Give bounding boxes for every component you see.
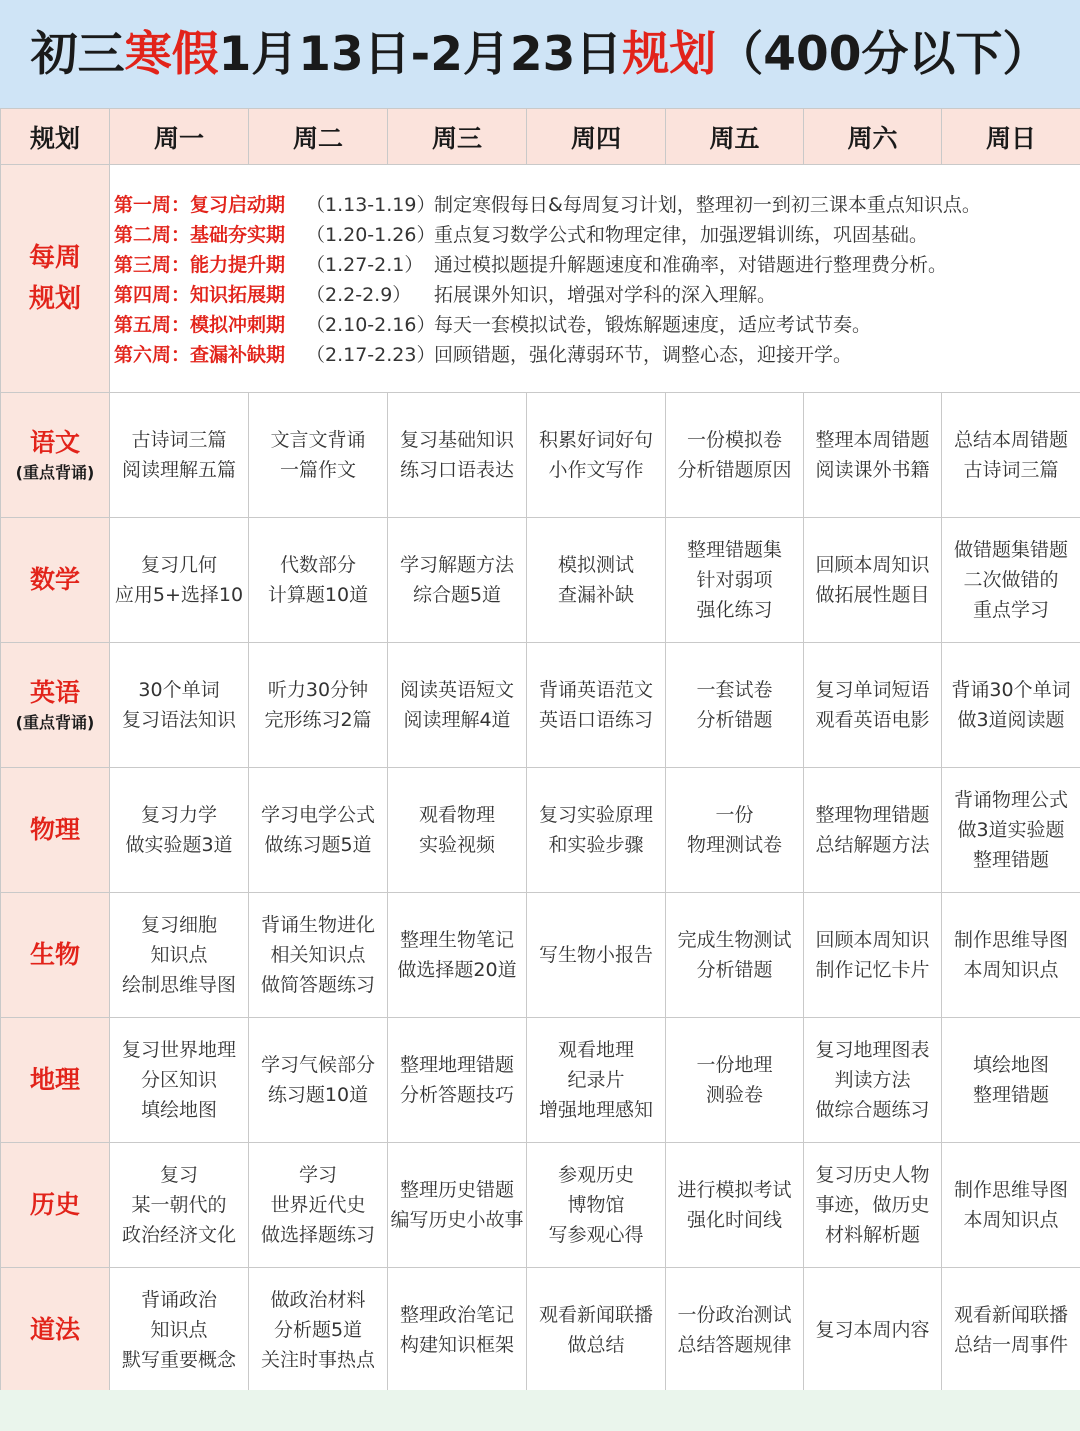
schedule-cell <box>666 1018 804 1143</box>
cell-line: 填绘地图 <box>140 1099 217 1121</box>
cell-line: 模拟测试 <box>557 554 634 576</box>
schedule-cell <box>527 893 666 1018</box>
cell-line: 观看物理 <box>418 804 495 826</box>
week-plan-item <box>114 189 1080 219</box>
subject-row <box>1 518 1080 643</box>
cell-line: 参观历史 <box>557 1164 634 1186</box>
schedule-cell <box>527 643 666 768</box>
schedule-cell <box>804 768 942 893</box>
cell-line: 观看新闻联播 <box>953 1303 1068 1326</box>
cell-line: 整理物理错题 <box>815 804 930 826</box>
subject-label <box>1 1018 110 1143</box>
cell-line: 分析题5道 <box>273 1318 363 1341</box>
week-dates: （2.17-2.23） <box>306 344 436 366</box>
cell-line: 总结本周错题 <box>953 429 1068 451</box>
schedule-cell <box>388 518 527 643</box>
cell-line: 古诗词三篇 <box>963 459 1059 481</box>
week-name: 第六周：查漏补缺期 <box>114 344 286 366</box>
week-dates: （1.13-1.19） <box>306 194 436 216</box>
cell-line: 判读方法 <box>834 1069 911 1091</box>
cell-line: 知识点 <box>150 944 208 966</box>
cell-line: 整理本周错题 <box>815 429 930 451</box>
cell-line: 重点学习 <box>972 599 1049 621</box>
header-fri: 周五 <box>666 109 804 165</box>
weekly-plan-content <box>110 165 1080 393</box>
cell-line: 制作记忆卡片 <box>815 959 930 981</box>
schedule-cell <box>804 1143 942 1268</box>
subject-row <box>1 643 1080 768</box>
subject-label <box>1 393 110 518</box>
subject-name: 语文 <box>29 428 80 458</box>
cell-line: 材料解析题 <box>824 1224 920 1246</box>
cell-line: 一套试卷 <box>696 679 773 701</box>
cell-line: 编写历史小故事 <box>390 1209 524 1231</box>
cell-line: 做3道实验题 <box>957 819 1065 841</box>
schedule-cell <box>942 1143 1080 1268</box>
week-dates: （2.2-2.9） <box>306 284 412 306</box>
header-sun: 周日 <box>942 109 1080 165</box>
subject-name: 英语 <box>29 678 80 708</box>
cell-line: 总结解题方法 <box>815 834 930 856</box>
week-desc: 重点复习数学公式和物理定律，加强逻辑训练，巩固基础。 <box>434 224 929 246</box>
cell-line: 相关知识点 <box>270 944 366 966</box>
subject-label <box>1 893 110 1018</box>
header-thu: 周四 <box>527 109 666 165</box>
cell-line: 世界近代史 <box>270 1194 366 1216</box>
schedule-cell <box>249 1018 388 1143</box>
cell-line: 听力30分钟 <box>267 679 369 701</box>
cell-line: 纪录片 <box>567 1069 625 1091</box>
schedule-cell <box>249 1143 388 1268</box>
cell-line: 整理错题 <box>972 1084 1049 1106</box>
weekly-label-line1: 每周 <box>28 243 81 274</box>
cell-line: 复习单词短语 <box>815 679 930 701</box>
schedule-cell <box>666 1268 804 1392</box>
schedule-cell <box>388 1268 527 1392</box>
cell-line: 练习口语表达 <box>399 459 514 481</box>
subject-label <box>1 518 110 643</box>
cell-line: 进行模拟考试 <box>677 1179 792 1201</box>
schedule-cell <box>666 768 804 893</box>
cell-line: 复习语法知识 <box>121 709 236 731</box>
schedule-cell <box>388 893 527 1018</box>
cell-line: 背诵英语范文 <box>538 679 653 701</box>
cell-line: 政治经济文化 <box>121 1224 236 1246</box>
schedule-cell <box>804 518 942 643</box>
schedule-cell <box>249 893 388 1018</box>
subject-row <box>1 1143 1080 1268</box>
cell-line: 做实验题3道 <box>125 834 233 856</box>
schedule-cell <box>110 893 249 1018</box>
cell-line: 完形练习2篇 <box>264 709 372 731</box>
subject-row <box>1 768 1080 893</box>
cell-line: 针对弱项 <box>696 569 773 591</box>
subject-name: 数学 <box>29 565 80 595</box>
cell-line: 测验卷 <box>705 1084 763 1106</box>
cell-line: 总结答题规律 <box>677 1333 792 1356</box>
title-bar <box>0 0 1080 108</box>
week-desc: 每天一套模拟试卷，锻炼解题速度，适应考试节奏。 <box>434 314 872 336</box>
cell-line: 学习电学公式 <box>260 804 375 826</box>
cell-line: 知识点 <box>150 1318 208 1341</box>
schedule-cell <box>666 643 804 768</box>
subject-rows <box>1 393 1080 1392</box>
cell-line: 观看英语电影 <box>815 709 930 731</box>
cell-line: 代数部分 <box>279 554 356 576</box>
cell-line: 阅读理解五篇 <box>121 459 236 481</box>
header-row <box>1 109 1080 165</box>
cell-line: 做简答题练习 <box>260 974 375 996</box>
cell-line: 做拓展性题目 <box>815 584 930 606</box>
schedule-cell <box>388 1018 527 1143</box>
week-desc: 拓展课外知识，增强对学科的深入理解。 <box>434 284 777 306</box>
cell-line: 背诵生物进化 <box>260 914 375 936</box>
cell-line: 英语口语练习 <box>538 709 653 731</box>
cell-line: 学习 <box>298 1164 337 1186</box>
cell-line: 复习地理图表 <box>815 1039 930 1061</box>
cell-line: 复习实验原理 <box>538 804 653 826</box>
week-name: 第三周：能力提升期 <box>114 254 286 276</box>
header-wed: 周三 <box>388 109 527 165</box>
cell-line: 练习题10道 <box>267 1084 369 1106</box>
cell-line: 做选择题练习 <box>260 1224 375 1246</box>
weekly-plan-label <box>1 165 110 393</box>
cell-line: 强化时间线 <box>686 1209 782 1231</box>
cell-line: 复习世界地理 <box>121 1039 236 1061</box>
week-plan-item <box>114 279 1080 309</box>
schedule-cell <box>110 643 249 768</box>
cell-line: 分析答题技巧 <box>399 1084 514 1106</box>
cell-line: 做练习题5道 <box>264 834 372 856</box>
schedule-cell <box>804 1268 942 1392</box>
schedule-cell <box>249 518 388 643</box>
cell-line: 学习气候部分 <box>260 1054 375 1076</box>
cell-line: 整理历史错题 <box>399 1179 514 1201</box>
schedule-cell <box>804 1018 942 1143</box>
weekly-plan-row <box>1 165 1080 393</box>
cell-line: 复习力学 <box>140 804 217 826</box>
subject-label <box>1 1143 110 1268</box>
schedule-cell <box>666 1143 804 1268</box>
schedule-cell <box>110 1143 249 1268</box>
schedule-cell <box>942 768 1080 893</box>
cell-line: 阅读课外书籍 <box>815 459 930 481</box>
schedule-cell <box>804 393 942 518</box>
schedule-cell <box>804 643 942 768</box>
week-desc: 制定寒假每日&每周复习计划，整理初一到初三课本重点知识点。 <box>434 194 981 216</box>
cell-line: 背诵30个单词 <box>951 679 1071 701</box>
cell-line: 写生物小报告 <box>538 944 653 966</box>
cell-line: 增强地理感知 <box>538 1099 653 1121</box>
cell-line: 观看新闻联播 <box>538 1303 653 1326</box>
schedule-cell <box>942 393 1080 518</box>
week-name: 第四周：知识拓展期 <box>114 284 286 306</box>
schedule-cell <box>249 643 388 768</box>
cell-line: 应用5+选择10 <box>114 584 244 606</box>
week-name: 第二周：基础夯实期 <box>114 224 286 246</box>
cell-line: 填绘地图 <box>972 1054 1049 1076</box>
cell-line: 写参观心得 <box>548 1224 644 1246</box>
cell-line: 小作文写作 <box>548 459 644 481</box>
week-dates: （1.20-1.26） <box>306 224 436 246</box>
title-part3: 1月13日-2月23日 <box>218 26 623 82</box>
subject-name: 历史 <box>29 1190 80 1220</box>
cell-line: 博物馆 <box>567 1194 625 1216</box>
schedule-cell <box>110 1268 249 1392</box>
cell-line: 一篇作文 <box>279 459 356 481</box>
weekly-label-line2: 规划 <box>28 283 81 314</box>
cell-line: 复习本周内容 <box>815 1318 930 1341</box>
cell-line: 制作思维导图 <box>953 929 1068 951</box>
week-name: 第五周：模拟冲刺期 <box>114 314 286 336</box>
cell-line: 古诗词三篇 <box>131 429 227 451</box>
schedule-cell <box>249 1268 388 1392</box>
week-name: 第一周：复习启动期 <box>114 194 286 216</box>
cell-line: 背诵政治 <box>140 1288 217 1311</box>
cell-line: 复习历史人物 <box>815 1164 930 1186</box>
schedule-cell <box>942 518 1080 643</box>
week-plan-item <box>114 339 1080 369</box>
week-plan-item <box>114 219 1080 249</box>
week-dates: （2.10-2.16） <box>306 314 436 336</box>
cell-line: 强化练习 <box>696 599 773 621</box>
cell-line: 做总结 <box>567 1333 625 1356</box>
cell-line: 整理错题集 <box>686 539 782 561</box>
subject-row <box>1 393 1080 518</box>
schedule-cell <box>942 1268 1080 1392</box>
cell-line: 构建知识框架 <box>399 1333 514 1356</box>
header-tue: 周二 <box>249 109 388 165</box>
header-mon: 周一 <box>110 109 249 165</box>
week-plan-item <box>114 249 1080 279</box>
cell-line: 复习 <box>159 1164 198 1186</box>
schedule-table <box>0 108 1080 1392</box>
cell-line: 分析错题原因 <box>677 459 792 481</box>
page-title <box>31 17 1050 84</box>
schedule-cell <box>527 518 666 643</box>
cell-line: 30个单词 <box>138 679 220 701</box>
schedule-cell <box>666 393 804 518</box>
schedule-cell <box>110 768 249 893</box>
schedule-cell <box>666 893 804 1018</box>
subject-label <box>1 1268 110 1392</box>
cell-line: 回顾本周知识 <box>815 554 930 576</box>
cell-line: 事迹，做历史 <box>815 1194 930 1216</box>
subject-row <box>1 1018 1080 1143</box>
cell-line: 总结一周事件 <box>953 1333 1068 1356</box>
cell-line: 阅读理解4道 <box>403 709 511 731</box>
cell-line: 复习基础知识 <box>399 429 514 451</box>
cell-line: 查漏补缺 <box>557 584 634 606</box>
cell-line: 实验视频 <box>418 834 495 856</box>
cell-line: 做错题集错题 <box>953 539 1068 561</box>
cell-line: 绘制思维导图 <box>121 974 236 996</box>
schedule-cell <box>942 893 1080 1018</box>
schedule-cell <box>666 518 804 643</box>
cell-line: 做政治材料 <box>270 1288 366 1311</box>
cell-line: 背诵物理公式 <box>953 789 1068 811</box>
cell-line: 一份模拟卷 <box>686 429 782 451</box>
title-part4: 规划 <box>622 26 717 82</box>
cell-line: 本周知识点 <box>963 1209 1059 1231</box>
schedule-cell <box>110 1018 249 1143</box>
cell-line: 阅读英语短文 <box>399 679 514 701</box>
cell-line: 一份 <box>715 804 754 826</box>
subject-label <box>1 643 110 768</box>
schedule-cell <box>527 393 666 518</box>
schedule-cell <box>388 643 527 768</box>
subject-name: 物理 <box>29 815 80 845</box>
schedule-cell <box>388 768 527 893</box>
subject-name: 地理 <box>29 1065 80 1095</box>
cell-line: 文言文背诵 <box>270 429 366 451</box>
cell-line: 完成生物测试 <box>677 929 792 951</box>
week-plan-item <box>114 309 1080 339</box>
schedule-cell <box>804 893 942 1018</box>
cell-line: 某一朝代的 <box>131 1194 227 1216</box>
subject-subtitle: (重点背诵) <box>15 462 95 482</box>
cell-line: 二次做错的 <box>963 569 1059 591</box>
cell-line: 分区知识 <box>140 1069 217 1091</box>
footer-bar <box>0 1390 1080 1431</box>
cell-line: 关注时事热点 <box>260 1348 375 1371</box>
schedule-cell <box>942 1018 1080 1143</box>
schedule-cell <box>527 1268 666 1392</box>
cell-line: 制作思维导图 <box>953 1179 1068 1201</box>
title-part5: （400分以下） <box>716 26 1050 82</box>
subject-row <box>1 893 1080 1018</box>
schedule-cell <box>527 1143 666 1268</box>
cell-line: 分析错题 <box>696 959 773 981</box>
cell-line: 学习解题方法 <box>399 554 514 576</box>
schedule-cell <box>388 1143 527 1268</box>
subject-subtitle: (重点背诵) <box>15 712 95 732</box>
cell-line: 分析错题 <box>696 709 773 731</box>
subject-name: 生物 <box>29 940 80 970</box>
title-part2: 寒假 <box>124 26 219 82</box>
week-desc: 回顾错题，强化薄弱环节，调整心态，迎接开学。 <box>434 344 853 366</box>
cell-line: 默写重要概念 <box>121 1348 236 1371</box>
cell-line: 积累好词好句 <box>538 429 653 451</box>
schedule-cell <box>527 768 666 893</box>
cell-line: 做选择题20道 <box>397 959 517 981</box>
title-part1: 初三 <box>30 26 125 82</box>
cell-line: 做3道阅读题 <box>957 709 1065 731</box>
cell-line: 整理生物笔记 <box>399 929 514 951</box>
cell-line: 计算题10道 <box>267 584 369 606</box>
cell-line: 一份政治测试 <box>677 1303 792 1326</box>
header-plan: 规划 <box>1 109 110 165</box>
cell-line: 一份地理 <box>696 1054 773 1076</box>
cell-line: 综合题5道 <box>412 584 502 606</box>
cell-line: 观看地理 <box>557 1039 634 1061</box>
schedule-cell <box>527 1018 666 1143</box>
schedule-cell <box>110 518 249 643</box>
cell-line: 复习细胞 <box>140 914 217 936</box>
week-desc: 通过模拟题提升解题速度和准确率，对错题进行整理费分析。 <box>434 254 948 276</box>
cell-line: 做综合题练习 <box>815 1099 930 1121</box>
cell-line: 整理地理错题 <box>399 1054 514 1076</box>
subject-label <box>1 768 110 893</box>
cell-line: 回顾本周知识 <box>815 929 930 951</box>
weekly-plan-list <box>114 189 1080 369</box>
subject-row <box>1 1268 1080 1392</box>
cell-line: 复习几何 <box>140 554 217 576</box>
schedule-cell <box>249 393 388 518</box>
header-sat: 周六 <box>804 109 942 165</box>
cell-line: 和实验步骤 <box>548 834 644 856</box>
week-dates: （1.27-2.1） <box>306 254 424 276</box>
schedule-cell <box>942 643 1080 768</box>
schedule-cell <box>388 393 527 518</box>
cell-line: 整理错题 <box>972 849 1049 871</box>
cell-line: 物理测试卷 <box>686 834 782 856</box>
schedule-cell <box>110 393 249 518</box>
cell-line: 本周知识点 <box>963 959 1059 981</box>
schedule-cell <box>249 768 388 893</box>
subject-name: 道法 <box>29 1314 80 1344</box>
cell-line: 整理政治笔记 <box>399 1303 514 1326</box>
